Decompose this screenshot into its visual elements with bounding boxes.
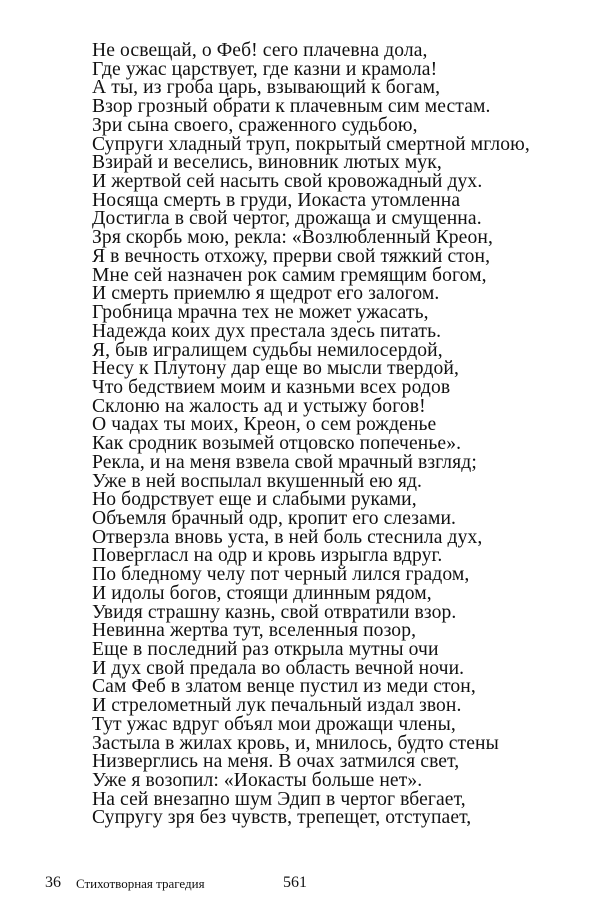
signature-number: 36 <box>45 874 61 891</box>
verse-line: Зря скорбь мою, рекла: «Возлюбленный Креон, <box>92 227 493 249</box>
verse-line: Еще в последний раз открыла мутны очи <box>92 639 439 660</box>
verse-line: Я, быв игралищем судьбы немилосердой, <box>92 339 443 361</box>
page-footer <box>0 874 600 898</box>
verse-line: По бледному челу пот черный лился градом, <box>92 564 470 586</box>
verse-line: Тут ужас вдруг объял мои дрожащи члены, <box>92 713 456 735</box>
poem-text <box>92 42 562 828</box>
verse-line: И идолы богов, стоящи длинным рядом, <box>92 582 432 604</box>
verse-line: Как сродник возымей отцовско попеченье». <box>92 433 462 455</box>
verse-line: Супруги хладный труп, покрытый смертной мглою, <box>92 133 530 155</box>
verse-line: На сей внезапно шум Эдип в чертог вбегает, <box>92 788 466 810</box>
verse-line: А ты, из гроба царь, взывающий к богам, <box>92 77 441 99</box>
verse-line: Повергласл на одр и кровь изрыгла вдруг. <box>92 545 443 567</box>
verse-line: И дух свой предала во область вечной ночи. <box>92 657 465 679</box>
verse-line: Где ужас царствует, где казни и крамола! <box>92 58 438 80</box>
verse-line: О чадах ты моих, Креон, о сем рожденье <box>92 414 437 436</box>
signature-title: Стихотворная трагедия <box>76 876 205 891</box>
verse-line: Сам Феб в златом венце пустил из меди стон, <box>92 676 476 698</box>
verse-line: Что бедствием моим и казньми всех родов <box>92 376 451 398</box>
verse-line: Не освещай, о Феб! сего плачевна дола, <box>92 40 428 61</box>
verse-line: Склоню на жалость ад и устыжу богов! <box>92 395 426 417</box>
verse-line: И смерть приемлю я щедрот его залогом. <box>92 283 440 305</box>
verse-line: Но бодрствует еще и слабыми руками, <box>92 489 417 511</box>
verse-line: Уже в ней воспылал вкушенный ею яд. <box>92 470 423 492</box>
verse-line: Носяща смерть в груди, Иокаста утомленна <box>92 189 461 211</box>
verse-line: Надежда коих дух престала здесь питать. <box>92 320 442 342</box>
verse-line: Низверглись на меня. В очах затмился свет, <box>92 751 460 773</box>
verse-line: И стрелометный лук печальный издал звон. <box>92 695 462 717</box>
verse-line: Объемля брачный одр, кропит его слезами. <box>92 507 457 529</box>
verse-line: Взор грозный обрати к плачевным сим местам. <box>92 96 491 118</box>
page-number: 561 <box>283 874 307 891</box>
verse-line: Несу к Плутону дар еще во мысли твердой, <box>92 358 459 380</box>
verse-line: И жертвой сей насыть свой кровожадный дух. <box>92 171 483 193</box>
verse-line: Увидя страшну казнь, свой отвратили взор. <box>92 601 457 623</box>
verse-line: Уже я возопил: «Иокасты больше нет». <box>92 770 423 792</box>
verse-line: Достигла в свой чертог, дрожаща и смущенна. <box>92 208 482 230</box>
verse-line: Я в вечность отхожу, прерви свой тяжкий стон, <box>92 245 491 267</box>
verse-line: Невинна жертва тут, вселенныя позор, <box>92 620 417 642</box>
verse-line: Супругу зря без чувств, трепещет, отступает, <box>92 807 472 829</box>
verse-line: Взирай и веселись, виновник лютых мук, <box>92 152 442 174</box>
verse-line: Зри сына своего, сраженного судьбою, <box>92 114 418 136</box>
verse-line: Застыла в жилах кровь, и, мнилось, будто стены <box>92 732 499 754</box>
verse-line: Рекла, и на меня взвела свой мрачный взгляд; <box>92 451 477 473</box>
verse-line: Отверзла вновь уста, в ней боль стеснила дух, <box>92 526 483 548</box>
verse-line: Мне сей назначен рок самим гремящим богом, <box>92 264 487 286</box>
verse-line: Гробница мрачна тех не может ужасать, <box>92 302 429 324</box>
